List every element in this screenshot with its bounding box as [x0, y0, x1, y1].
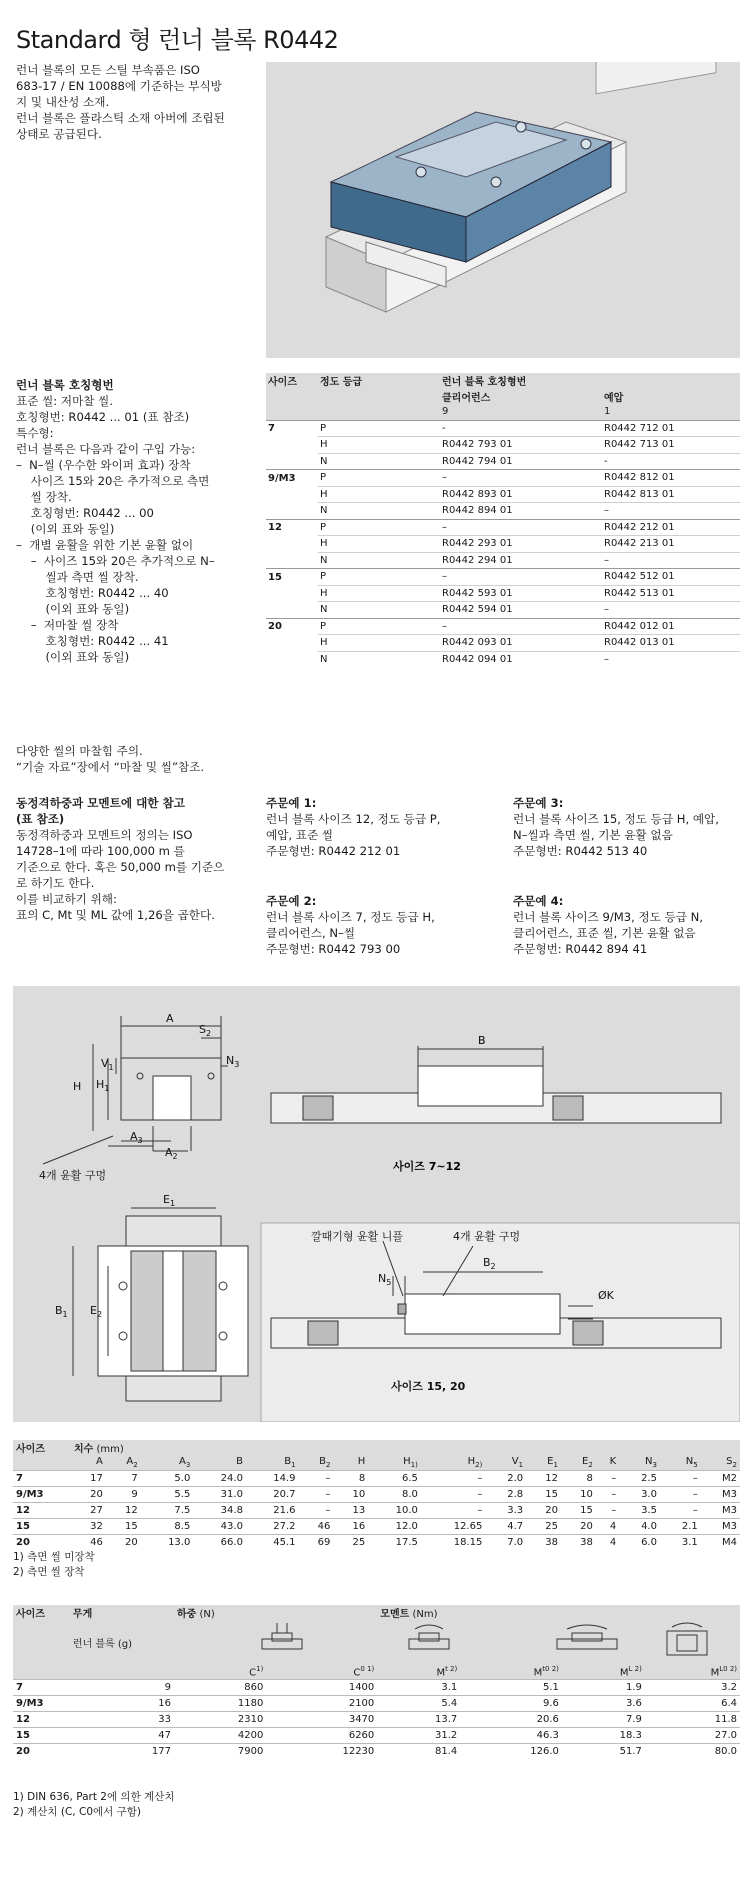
dim-cell: 15 — [13, 1519, 71, 1535]
part-cell: – — [602, 552, 740, 569]
dim-cell: 12.0 — [368, 1519, 421, 1535]
label-S2: $S_2$ — [199, 1023, 212, 1038]
load-col-header: $M^{L 2)}$ — [562, 1664, 645, 1680]
part-row — [266, 552, 740, 569]
load-cell: 3470 — [266, 1712, 377, 1728]
dim-cell: 7 — [106, 1471, 141, 1487]
label-size-small: 사이즈 7~12 — [393, 1160, 461, 1173]
part-cell: – — [440, 470, 602, 487]
dim-col-header: $A_2$ — [106, 1455, 141, 1471]
preload-code: 1 — [602, 404, 740, 420]
dim-cell: 9/M3 — [13, 1487, 71, 1503]
load-col-header: $C^{1)}$ — [174, 1664, 266, 1680]
part-number-table — [266, 373, 740, 667]
dim-cell: 8.5 — [141, 1519, 194, 1535]
dim-cell: 32 — [71, 1519, 106, 1535]
dim-cell: 24.0 — [193, 1471, 246, 1487]
dim-col-header: $B_1$ — [246, 1455, 299, 1471]
part-row — [266, 602, 740, 619]
col-size: 사이즈 — [266, 373, 318, 389]
dim-cell: 25 — [526, 1519, 561, 1535]
load-row — [13, 1696, 740, 1712]
dim-cell: 5.5 — [141, 1487, 194, 1503]
dim-cell: 18.15 — [421, 1535, 485, 1551]
load-cell: 33 — [70, 1712, 174, 1728]
part-cell: R0442 013 01 — [602, 635, 740, 652]
label-B2: $B_2$ — [483, 1256, 496, 1271]
dim-cell: – — [596, 1471, 619, 1487]
part-row: 12 P – R0442 212 01 — [266, 519, 740, 536]
dim-cell: 69 — [299, 1535, 334, 1551]
dim-cell: 12 — [526, 1471, 561, 1487]
part-row — [266, 503, 740, 520]
part-cell: R0442 893 01 — [440, 486, 602, 503]
load-cell: 2310 — [174, 1712, 266, 1728]
load-row — [13, 1680, 740, 1696]
load-cell: 5.4 — [377, 1696, 460, 1712]
weight-sub: 런너 블록 (g) — [70, 1620, 174, 1664]
load-cell: 51.7 — [562, 1744, 645, 1760]
part-row — [266, 453, 740, 470]
dim-cell: 43.0 — [193, 1519, 246, 1535]
load-cell: 18.3 — [562, 1728, 645, 1744]
dim-cell: 20 — [106, 1535, 141, 1551]
dim-cell: M3 — [701, 1519, 740, 1535]
part-row — [266, 635, 740, 652]
load-col-header: $M^{t0 2)}$ — [460, 1664, 562, 1680]
part-cell: P — [318, 519, 440, 536]
load-cell: 1.9 — [562, 1680, 645, 1696]
dim-col-header: $E_2$ — [561, 1455, 596, 1471]
part-cell: – — [440, 569, 602, 586]
dim-cell: – — [421, 1487, 485, 1503]
load-cell: 47 — [70, 1728, 174, 1744]
part-cell: R0442 093 01 — [440, 635, 602, 652]
top-view — [73, 1208, 248, 1401]
dim-cell: 4.0 — [619, 1519, 660, 1535]
part-cell: P — [318, 420, 440, 437]
dim-cell: M3 — [701, 1503, 740, 1519]
dim-cell: 46 — [299, 1519, 334, 1535]
dim-cell: 17.5 — [368, 1535, 421, 1551]
load-cell: 9.6 — [460, 1696, 562, 1712]
label-H1: $H_1$ — [96, 1078, 110, 1093]
part-cell: H — [318, 486, 440, 503]
side-view-small — [271, 1046, 721, 1123]
part-cell: – — [602, 602, 740, 619]
dim-cell: 16 — [333, 1519, 368, 1535]
dim-cell: 8.0 — [368, 1487, 421, 1503]
part-cell: – — [440, 618, 602, 635]
dim-cell: 20 — [13, 1535, 71, 1551]
dim-cell: 12.65 — [421, 1519, 485, 1535]
part-cell: - — [602, 453, 740, 470]
dim-cell: 3.1 — [660, 1535, 701, 1551]
part-row: 20 P – R0442 012 01 — [266, 618, 740, 635]
dim-col-header: $E_1$ — [526, 1455, 561, 1471]
dim-row — [13, 1471, 740, 1487]
dim-col-header: A — [71, 1455, 106, 1471]
seal-note: 다양한 씰의 마찰힘 주의. “기술 자료”장에서 “마찰 및 씰”참조. — [16, 744, 205, 774]
dim-cell: 20 — [71, 1487, 106, 1503]
dim-col-header: $H_{1)}$ — [368, 1455, 421, 1471]
label-B1: $B_1$ — [55, 1304, 68, 1319]
part-cell: R0442 012 01 — [602, 618, 740, 635]
label-size-large: 사이즈 15, 20 — [391, 1380, 466, 1393]
col-part-no: 런너 블록 호칭형번 — [440, 373, 740, 389]
part-cell: R0442 712 01 — [602, 420, 740, 437]
part-cell: H — [318, 635, 440, 652]
load-cell: 2100 — [266, 1696, 377, 1712]
load-cell: 7 — [13, 1680, 70, 1696]
dim-cell: 10 — [333, 1487, 368, 1503]
part-cell: R0442 512 01 — [602, 569, 740, 586]
dim-cell: 34.8 — [193, 1503, 246, 1519]
dim-cell: – — [299, 1487, 334, 1503]
dim-cell: – — [299, 1503, 334, 1519]
dim-cell: 6.0 — [619, 1535, 660, 1551]
dim-cell: 25 — [333, 1535, 368, 1551]
dim-cell: 46 — [71, 1535, 106, 1551]
label-V1: $V_1$ — [101, 1057, 114, 1072]
dim-cell: 8 — [561, 1471, 596, 1487]
load-cell: 1180 — [174, 1696, 266, 1712]
runner-block-icon — [266, 62, 740, 358]
load-cell: 4200 — [174, 1728, 266, 1744]
dim-cell: 2.0 — [485, 1471, 526, 1487]
load-row — [13, 1744, 740, 1760]
dim-cell: 4 — [596, 1535, 619, 1551]
load-header: 하중 (N) — [174, 1605, 377, 1620]
part-cell: R0442 713 01 — [602, 437, 740, 454]
dim-size-header: 사이즈 — [13, 1440, 71, 1455]
dim-col-header: $B_2$ — [299, 1455, 334, 1471]
load-cell: 12 — [13, 1712, 70, 1728]
dim-cell: 13 — [333, 1503, 368, 1519]
part-cell: – — [602, 503, 740, 520]
load-cell: 7.9 — [562, 1712, 645, 1728]
load-cell: 9/M3 — [13, 1696, 70, 1712]
dim-cell: – — [660, 1503, 701, 1519]
dim-cell: 38 — [561, 1535, 596, 1551]
part-cell: R0442 593 01 — [440, 585, 602, 602]
part-cell: H — [318, 536, 440, 553]
part-cell: R0442 294 01 — [440, 552, 602, 569]
load-cell: 20 — [13, 1744, 70, 1760]
dim-cell: 10 — [561, 1487, 596, 1503]
load-cell: 860 — [174, 1680, 266, 1696]
product-image — [266, 62, 740, 358]
load-cell: 81.4 — [377, 1744, 460, 1760]
load-cell: 12230 — [266, 1744, 377, 1760]
dim-cell: 38 — [526, 1535, 561, 1551]
part-row — [266, 585, 740, 602]
dim-col-header: $H_{2)}$ — [421, 1455, 485, 1471]
col-accuracy: 정도 등급 — [318, 373, 440, 389]
dim-col-header: $N_3$ — [619, 1455, 660, 1471]
part-cell: – — [440, 519, 602, 536]
order-example-4: 주문예 4: 런너 블록 사이즈 9/M3, 정도 등급 N, 클리어런스, 표준 씰, 기본 윤활 없음 주문형번: R0442 894 41 — [513, 894, 704, 956]
part-cell: P — [318, 569, 440, 586]
col-clearance: 클리어런스 — [440, 389, 602, 405]
moment-header: 모멘트 (Nm) — [377, 1605, 740, 1620]
load-direction-icons — [177, 1621, 737, 1661]
load-cell: 3.1 — [377, 1680, 460, 1696]
part-cell: R0442 894 01 — [440, 503, 602, 520]
load-row — [13, 1728, 740, 1744]
part-row — [266, 651, 740, 667]
load-cell: 1400 — [266, 1680, 377, 1696]
load-cell: 11.8 — [645, 1712, 740, 1728]
label-A2: $A_2$ — [165, 1146, 178, 1161]
dim-cell: 15 — [561, 1503, 596, 1519]
dim-col-header: H — [333, 1455, 368, 1471]
dim-cell: – — [596, 1487, 619, 1503]
dim-cell: 27.2 — [246, 1519, 299, 1535]
label-lube-holes: 4개 윤활 구멍 — [39, 1169, 107, 1182]
dim-cell: 17 — [71, 1471, 106, 1487]
dim-row — [13, 1535, 740, 1551]
dim-cell: 12 — [13, 1503, 71, 1519]
dim-notes: 1) 측면 씰 미장착 2) 측면 씰 장착 — [13, 1551, 95, 1578]
part-row — [266, 437, 740, 454]
dim-cell: 20 — [561, 1519, 596, 1535]
dim-cell: 6.5 — [368, 1471, 421, 1487]
dim-cell: 3.0 — [619, 1487, 660, 1503]
label-A3: $A_3$ — [130, 1130, 143, 1145]
dim-cell: M2 — [701, 1471, 740, 1487]
dim-cell: 13.0 — [141, 1535, 194, 1551]
dim-row — [13, 1519, 740, 1535]
load-cell: 5.1 — [460, 1680, 562, 1696]
load-cell: 20.6 — [460, 1712, 562, 1728]
load-cell: 9 — [70, 1680, 174, 1696]
dim-cell: 15 — [106, 1519, 141, 1535]
dim-cell: 7.0 — [485, 1535, 526, 1551]
order-example-1: 주문예 1: 런너 블록 사이즈 12, 정도 등급 P, 예압, 표준 씰 주문형번: R0442 212 01 — [266, 796, 441, 858]
part-cell: R0442 213 01 — [602, 536, 740, 553]
load-size-header: 사이즈 — [13, 1605, 70, 1620]
part-cell: R0442 293 01 — [440, 536, 602, 553]
load-moment-table — [13, 1605, 740, 1759]
label-K: ØK — [598, 1289, 614, 1302]
part-row: 9/M3 P – R0442 812 01 — [266, 470, 740, 487]
dim-row — [13, 1487, 740, 1503]
load-cell: 15 — [13, 1728, 70, 1744]
part-cell: P — [318, 470, 440, 487]
label-grease-nipple: 깔때기형 윤활 니플 — [311, 1230, 404, 1243]
dim-row — [13, 1503, 740, 1519]
load-col-header: $M^{t 2)}$ — [377, 1664, 460, 1680]
dim-cell: 31.0 — [193, 1487, 246, 1503]
dim-cell: 7 — [13, 1471, 71, 1487]
dim-cell: 9 — [106, 1487, 141, 1503]
dim-col-header: $A_3$ — [141, 1455, 194, 1471]
part-cell: R0442 793 01 — [440, 437, 602, 454]
part-row: 15 P – R0442 512 01 — [266, 569, 740, 586]
load-col-header: $C^{0 1)}$ — [266, 1664, 377, 1680]
dim-cell: 8 — [333, 1471, 368, 1487]
dim-header: 치수 (mm) — [71, 1440, 740, 1455]
load-cell: 31.2 — [377, 1728, 460, 1744]
dim-cell: 4.7 — [485, 1519, 526, 1535]
dim-cell: – — [596, 1503, 619, 1519]
part-cell: H — [318, 437, 440, 454]
dim-cell: 10.0 — [368, 1503, 421, 1519]
part-cell: R0442 212 01 — [602, 519, 740, 536]
order-example-3: 주문예 3: 런너 블록 사이즈 15, 정도 등급 H, 예압, N–씰과 측면 씰, 기본 윤활 없음 주문형번: R0442 513 40 — [513, 796, 719, 858]
dim-cell: M3 — [701, 1487, 740, 1503]
technical-drawing — [13, 986, 740, 1422]
load-note: 동정격하중과 모멘트에 대한 참고 (표 참조) 동정격하중과 모멘트의 정의는 ISO 14728–1에 따라 100,000 m 를 기준으로 한다. 혹은 50,000 m를 기준으 로 하기도 한다. 이를 비교하기 위해: 표의 C, Mt 및 ML 값에 1,26을 곱한다. — [16, 796, 225, 922]
dim-cell: – — [660, 1471, 701, 1487]
dim-cell: 20 — [526, 1503, 561, 1519]
part-cell: R0442 094 01 — [440, 651, 602, 667]
dim-cell: 27 — [71, 1503, 106, 1519]
dim-cell: 12 — [106, 1503, 141, 1519]
part-cell: H — [318, 585, 440, 602]
intro-text: 런너 블록의 모든 스틸 부속품은 ISO 683-17 / EN 10088에 기준하는 부식방 지 및 내산성 소재. 런너 블록은 플라스틱 소재 아버에 조립된 상태로 공급된다. — [16, 63, 225, 141]
dim-col-header: $N_5$ — [660, 1455, 701, 1471]
part-cell: R0442 812 01 — [602, 470, 740, 487]
dim-cell: 3.3 — [485, 1503, 526, 1519]
part-cell: R0442 794 01 — [440, 453, 602, 470]
load-cell: 27.0 — [645, 1728, 740, 1744]
dim-cell: 20.7 — [246, 1487, 299, 1503]
dim-cell: 14.9 — [246, 1471, 299, 1487]
dim-cell: 3.5 — [619, 1503, 660, 1519]
part-cell: - — [440, 420, 602, 437]
dim-cell: 2.1 — [660, 1519, 701, 1535]
label-E1: $E_1$ — [163, 1193, 176, 1208]
part-cell: R0442 813 01 — [602, 486, 740, 503]
dim-col-header: $S_2$ — [701, 1455, 740, 1471]
page-title: Standard 형 런너 블록 R0442 — [16, 26, 339, 54]
dim-cell: – — [299, 1471, 334, 1487]
part-cell: N — [318, 453, 440, 470]
order-example-2: 주문예 2: 런너 블록 사이즈 7, 정도 등급 H, 클리어런스, N–씰 주문형번: R0442 793 00 — [266, 894, 435, 956]
dimension-table — [13, 1440, 740, 1550]
dim-cell: – — [421, 1503, 485, 1519]
part-row — [266, 486, 740, 503]
part-cell: R0442 594 01 — [440, 602, 602, 619]
label-E2: $E_2$ — [90, 1304, 103, 1319]
part-row: 7 P - R0442 712 01 — [266, 420, 740, 437]
dim-cell: 66.0 — [193, 1535, 246, 1551]
label-A: A — [166, 1012, 174, 1025]
dim-cell: – — [421, 1471, 485, 1487]
label-N3: $N_3$ — [226, 1054, 240, 1069]
dim-col-header: B — [193, 1455, 246, 1471]
load-cell: 13.7 — [377, 1712, 460, 1728]
dim-cell: 2.8 — [485, 1487, 526, 1503]
load-cell: 7900 — [174, 1744, 266, 1760]
dim-cell: 4 — [596, 1519, 619, 1535]
dim-cell: 7.5 — [141, 1503, 194, 1519]
load-cell: 6.4 — [645, 1696, 740, 1712]
order-section: 런너 블록 호칭형번 표준 씰: 저마찰 씰. 호칭형번: R0442 ... 01 (표 참조) 특수형: 런너 블록은 다음과 같이 구입 가능: – N–씰 (우수한 와이퍼 효과) 장착 사이즈 15와 20은 추가적으로 측면 씰 장착. 호칭형번: R0442 ... 00 (이외 표와 동일) – 개별 윤활을 위한 기본 윤활 없이 – 사이즈 15와 20은 추가적으로 N– 씰과 측면 씰 장착. 호칭형번: R0442 ... 40 (이외 표와 동일) – 저마찰 씰 장착 호칭형번: R0442 ... 41 (이외 표와 동일) — [16, 378, 215, 664]
part-cell: N — [318, 552, 440, 569]
dim-cell: 21.6 — [246, 1503, 299, 1519]
load-cell: 46.3 — [460, 1728, 562, 1744]
weight-header: 무게 — [70, 1605, 174, 1620]
load-notes: 1) DIN 636, Part 2에 의한 계산치 2) 계산치 (C, C0에서 구함) — [13, 1791, 175, 1818]
col-preload: 예압 — [602, 389, 740, 405]
clearance-code: 9 — [440, 404, 602, 420]
dim-cell: 45.1 — [246, 1535, 299, 1551]
load-cell: 6260 — [266, 1728, 377, 1744]
dim-cell: M4 — [701, 1535, 740, 1551]
dim-cell: 5.0 — [141, 1471, 194, 1487]
load-cell: 80.0 — [645, 1744, 740, 1760]
part-cell: R0442 513 01 — [602, 585, 740, 602]
part-cell: N — [318, 651, 440, 667]
label-N5: $N_5$ — [378, 1272, 392, 1287]
dim-cell: 2.5 — [619, 1471, 660, 1487]
dim-col-header: $V_1$ — [485, 1455, 526, 1471]
part-cell: P — [318, 618, 440, 635]
dim-cell: 15 — [526, 1487, 561, 1503]
load-cell: 16 — [70, 1696, 174, 1712]
part-cell: N — [318, 503, 440, 520]
load-cell: 3.6 — [562, 1696, 645, 1712]
load-row — [13, 1712, 740, 1728]
load-cell: 3.2 — [645, 1680, 740, 1696]
part-cell: – — [602, 651, 740, 667]
dim-col-header: K — [596, 1455, 619, 1471]
load-cell: 126.0 — [460, 1744, 562, 1760]
load-cell: 177 — [70, 1744, 174, 1760]
label-lube-holes-2: 4개 윤활 구멍 — [453, 1230, 521, 1243]
part-row — [266, 536, 740, 553]
load-col-header: $M^{L0 2)}$ — [645, 1664, 740, 1680]
label-H: H — [73, 1080, 82, 1093]
part-cell: N — [318, 602, 440, 619]
label-B: B — [478, 1034, 486, 1047]
dim-cell: – — [660, 1487, 701, 1503]
